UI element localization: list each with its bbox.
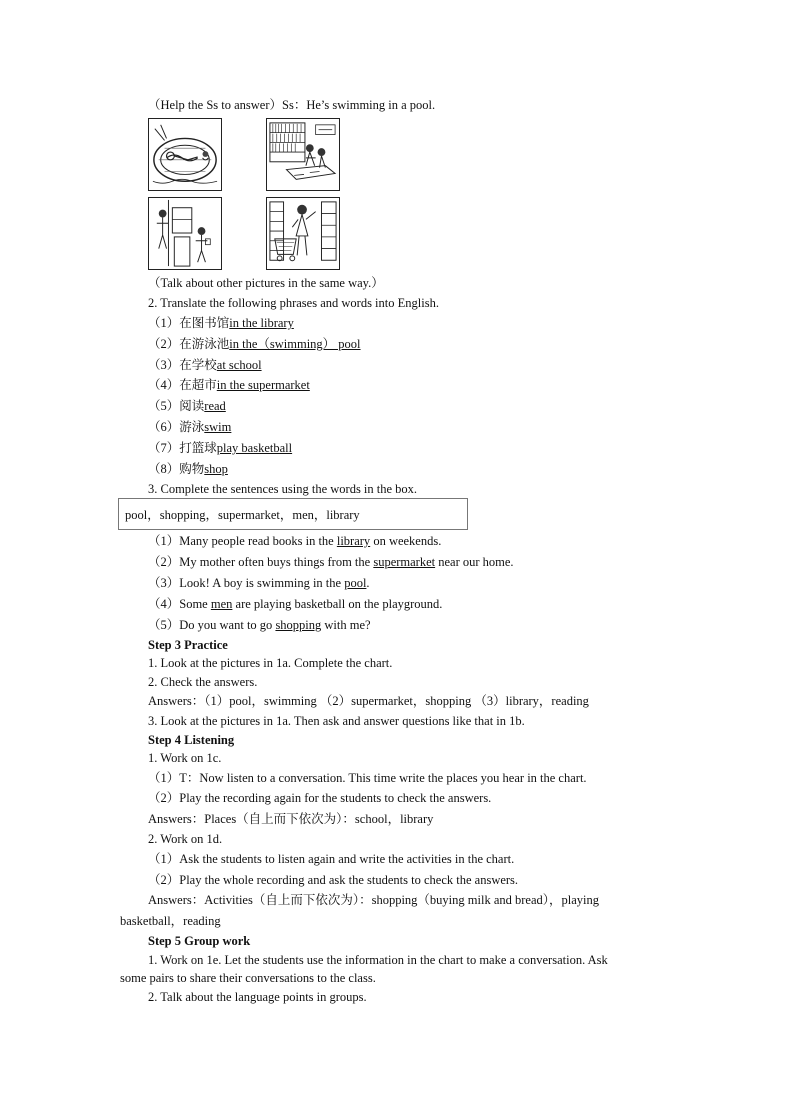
step5-line: 2. Talk about the language points in groups. [148, 990, 367, 1004]
step4-line: 1. Work on 1c. [148, 751, 222, 765]
library-picture [266, 118, 340, 191]
step5-heading: Step 5 Group work [148, 934, 251, 948]
task2-item: （2）在游泳池in the（swimming） pool [148, 337, 361, 351]
supermarket-picture [266, 197, 340, 270]
step3-answers: Answers：（1）pool，swimming （2）supermarket，shopping （3）library，reading [148, 694, 589, 708]
answer-underline: shopping [275, 618, 322, 632]
school-illustration [149, 198, 221, 269]
step4-line: （1）T：Now listen to a conversation. This time write the places you hear in the chart. [148, 771, 587, 785]
task2-item: （7）打篮球play basketball [148, 441, 293, 455]
task2-item: （3）在学校at school [148, 358, 262, 372]
step5-line: 1. Work on 1e. Let the students use the information in the chart to make a conversation. Ask [148, 953, 608, 967]
task3-item: （4）Some men are playing basketball on the playground. [148, 597, 443, 611]
task3-item: （2）My mother often buys things from the supermarket near our home. [148, 555, 514, 569]
step4-line: （1）Ask the students to listen again and write the activities in the chart. [148, 852, 515, 866]
step4-answers: Answers：Places（自上而下依次为）：school，library [148, 812, 434, 826]
after-pictures-line: （Talk about other pictures in the same way.） [148, 276, 384, 290]
task2-title: 2. Translate the following phrases and words into English. [148, 296, 439, 310]
answer-underline: read [204, 399, 226, 413]
word-box-text: pool，shopping，supermarket，men，library [125, 508, 360, 522]
task2-item: （1）在图书馆in the library [148, 316, 294, 330]
step3-line: 2. Check the answers. [148, 675, 258, 689]
answer-underline: at school [216, 358, 262, 372]
step4-line: 2. Work on 1d. [148, 832, 223, 846]
pool-picture [148, 118, 222, 191]
task3-title: 3. Complete the sentences using the words in the box. [148, 482, 418, 496]
answer-underline: in the library [229, 316, 294, 330]
answer-underline: play basketball [216, 441, 293, 455]
answer-underline: in the supermarket [216, 378, 310, 392]
answer-underline: pool [344, 576, 367, 590]
word-box [118, 498, 468, 530]
step4-line: basketball，reading [120, 914, 221, 928]
swimming-pool-illustration [149, 119, 221, 190]
task2-item: （5）阅读read [148, 399, 226, 413]
task2-item: （6）游泳swim [148, 420, 232, 434]
answer-underline: shop [204, 462, 228, 476]
step4-answers: Answers：Activities（自上而下依次为）：shopping（buying milk and bread），playing [148, 893, 600, 907]
school-picture [148, 197, 222, 270]
library-illustration [267, 119, 339, 190]
step3-line: 3. Look at the pictures in 1a. Then ask and answer questions like that in 1b. [148, 714, 525, 728]
intro-line: （Help the Ss to answer）Ss：He’s swimming in a pool. [148, 98, 436, 112]
step4-line: （2）Play the recording again for the students to check the answers. [148, 791, 492, 805]
supermarket-illustration [267, 198, 339, 269]
task3-item: （1）Many people read books in the library on weekends. [148, 534, 442, 548]
step4-heading: Step 4 Listening [148, 733, 235, 747]
task2-item: （4）在超市in the supermarket [148, 378, 310, 392]
task3-item: （3）Look! A boy is swimming in the pool. [148, 576, 370, 590]
answer-underline: men [210, 597, 233, 611]
answer-underline: swim [204, 420, 232, 434]
task2-item: （8）购物shop [148, 462, 228, 476]
answer-underline: in the（swimming） pool [229, 337, 361, 351]
step3-line: 1. Look at the pictures in 1a. Complete the chart. [148, 656, 393, 670]
answer-underline: supermarket [373, 555, 436, 569]
step5-line: some pairs to share their conversations to the class. [120, 971, 376, 985]
answer-underline: library [336, 534, 371, 548]
step3-heading: Step 3 Practice [148, 638, 228, 652]
task3-item: （5）Do you want to go shopping with me? [148, 618, 371, 632]
step4-line: （2）Play the whole recording and ask the students to check the answers. [148, 873, 519, 887]
